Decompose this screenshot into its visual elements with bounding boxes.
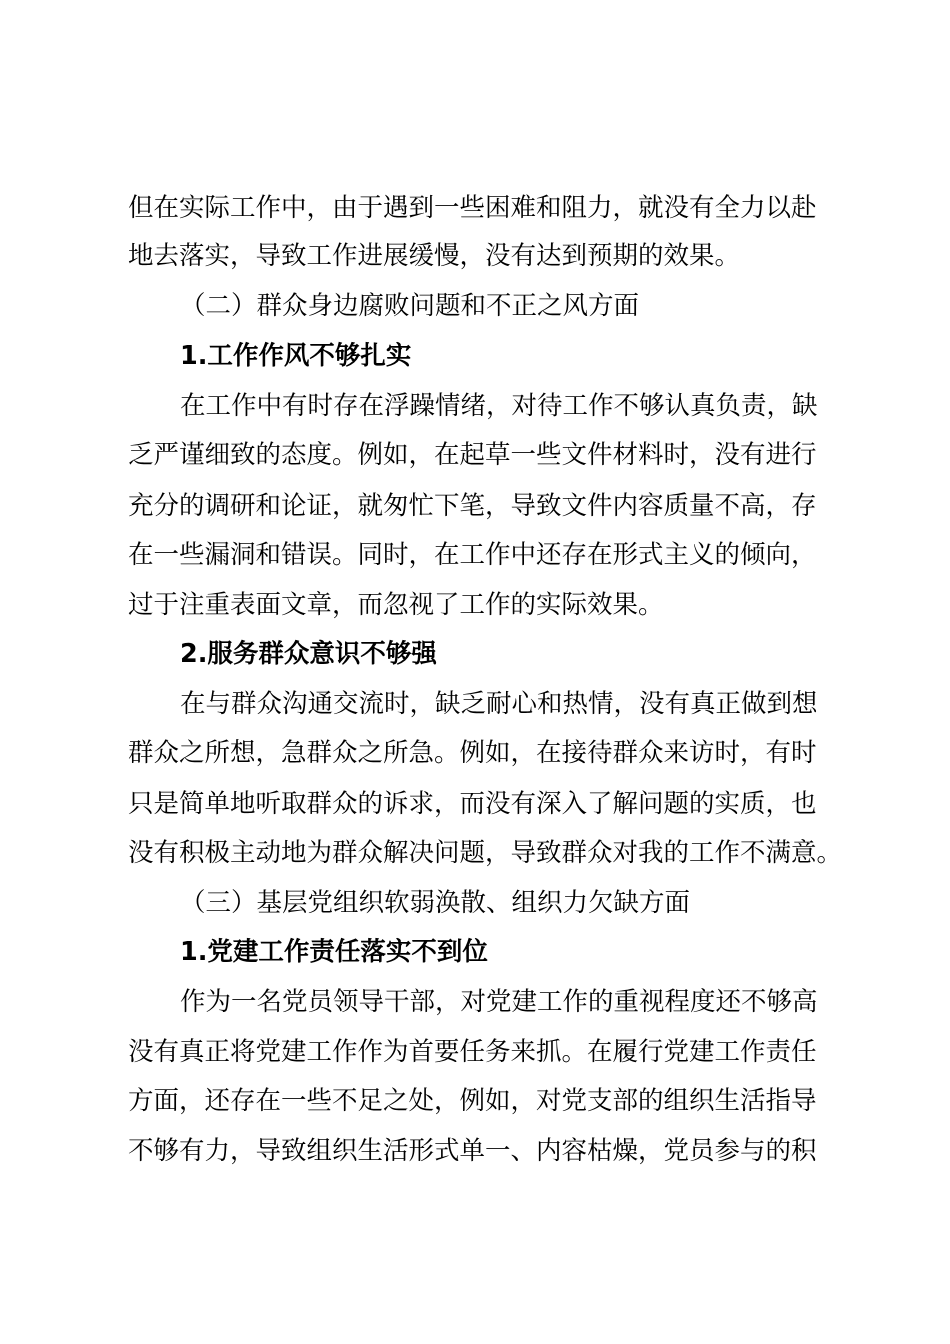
subsection-heading: 1.工作作风不够扎实 xyxy=(180,341,412,371)
body-text-line: 过于注重表面文章，而忽视了工作的实际效果。 xyxy=(128,590,664,620)
section-heading: （三）基层党组织软弱涣散、组织力欠缺方面 xyxy=(180,888,691,918)
body-text-line: 乏严谨细致的态度。例如，在起草一些文件材料时，没有进行 xyxy=(128,440,817,470)
subsection-heading: 2.服务群众意识不够强 xyxy=(180,639,437,669)
body-text-line: 在一些漏洞和错误。同时，在工作中还存在形式主义的倾向， xyxy=(128,540,817,570)
body-text-line: 只是简单地听取群众的诉求，而没有深入了解问题的实质，也 xyxy=(128,789,817,819)
body-text-line: 作为一名党员领导干部，对党建工作的重视程度还不够高 xyxy=(180,987,818,1017)
body-text-line: 没有真正将党建工作作为首要任务来抓。在履行党建工作责任 xyxy=(128,1037,817,1067)
body-text-line: 在工作中有时存在浮躁情绪，对待工作不够认真负责，缺 xyxy=(180,391,818,421)
body-text-line: 没有积极主动地为群众解决问题，导致群众对我的工作不满意。 xyxy=(128,838,843,868)
body-text-line: 地去落实，导致工作进展缓慢，没有达到预期的效果。 xyxy=(128,241,741,271)
section-heading: （二）群众身边腐败问题和不正之风方面 xyxy=(180,291,640,321)
body-text-line: 不够有力，导致组织生活形式单一、内容枯燥，党员参与的积 xyxy=(128,1136,817,1166)
subsection-heading: 1.党建工作责任落实不到位 xyxy=(180,937,488,967)
body-text-line: 在与群众沟通交流时，缺乏耐心和热情，没有真正做到想 xyxy=(180,689,818,719)
body-text-line: 充分的调研和论证，就匆忙下笔，导致文件内容质量不高，存 xyxy=(128,491,817,521)
body-text-line: 群众之所想，急群众之所急。例如，在接待群众来访时，有时 xyxy=(128,738,817,768)
body-text-line: 但在实际工作中，由于遇到一些困难和阻力，就没有全力以赴 xyxy=(128,193,817,223)
body-text-line: 方面，还存在一些不足之处，例如，对党支部的组织生活指导 xyxy=(128,1086,817,1116)
